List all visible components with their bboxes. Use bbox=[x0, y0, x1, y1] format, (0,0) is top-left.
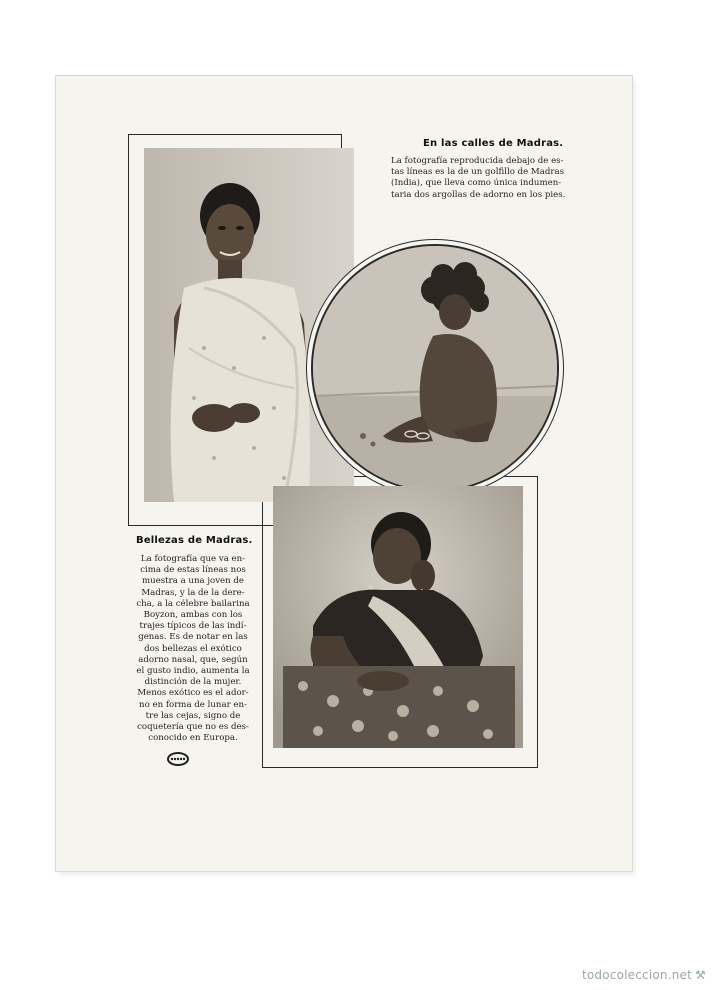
hammer-icon: ⚒ bbox=[695, 968, 706, 982]
caption-line: no en forma de lunar en- bbox=[139, 699, 247, 710]
caption-line: (India), que lleva como única indumen- bbox=[391, 178, 562, 189]
caption-line: trajes típicos de las indí- bbox=[139, 621, 247, 632]
caption-line: Madras, y la de la dere- bbox=[141, 587, 245, 598]
caption-line: tas líneas es la de un golfillo de Madras bbox=[391, 167, 564, 178]
caption-line: La fotografía reproducida debajo de es- bbox=[391, 156, 564, 166]
caption-line: el gusto indio, aumenta la bbox=[136, 666, 250, 677]
caption-line: conocido en Europa. bbox=[148, 733, 238, 744]
magazine-page bbox=[56, 76, 632, 871]
caption-line: cima de estas líneas nos bbox=[140, 565, 246, 576]
caption-title-madras-streets: En las calles de Madras. bbox=[423, 138, 564, 149]
caption-body-madras-beauties bbox=[124, 554, 262, 744]
caption-line: distinción de la mujer. bbox=[144, 677, 242, 688]
caption-line: genas. Es de notar en las bbox=[138, 632, 248, 643]
caption-line: taria dos argollas de adorno en los pies. bbox=[391, 189, 566, 200]
caption-line: tre las cejas, signo de bbox=[145, 710, 241, 721]
caption-body-madras-streets bbox=[391, 156, 566, 201]
child-photo bbox=[311, 244, 559, 492]
caption-line: La fotografía que va en- bbox=[140, 554, 246, 564]
watermark bbox=[582, 968, 706, 982]
watermark-text: todocoleccion.net bbox=[581, 968, 693, 982]
caption-line: Menos exótico es el ador- bbox=[137, 688, 249, 699]
caption-line: Boyzon, ambas con los bbox=[143, 610, 243, 621]
caption-line: adorno nasal, que, según bbox=[138, 654, 248, 665]
caption-line: coquetería que no es des- bbox=[137, 722, 249, 733]
caption-line: cha, a la célebre bailarina bbox=[136, 598, 250, 609]
caption-line: muestra a una joven de bbox=[141, 576, 244, 587]
dancer-photo bbox=[273, 486, 523, 748]
ornament-icon bbox=[167, 752, 189, 766]
caption-title-madras-beauties: Bellezas de Madras. bbox=[136, 535, 253, 546]
caption-line: dos bellezas el exótico bbox=[144, 643, 242, 654]
